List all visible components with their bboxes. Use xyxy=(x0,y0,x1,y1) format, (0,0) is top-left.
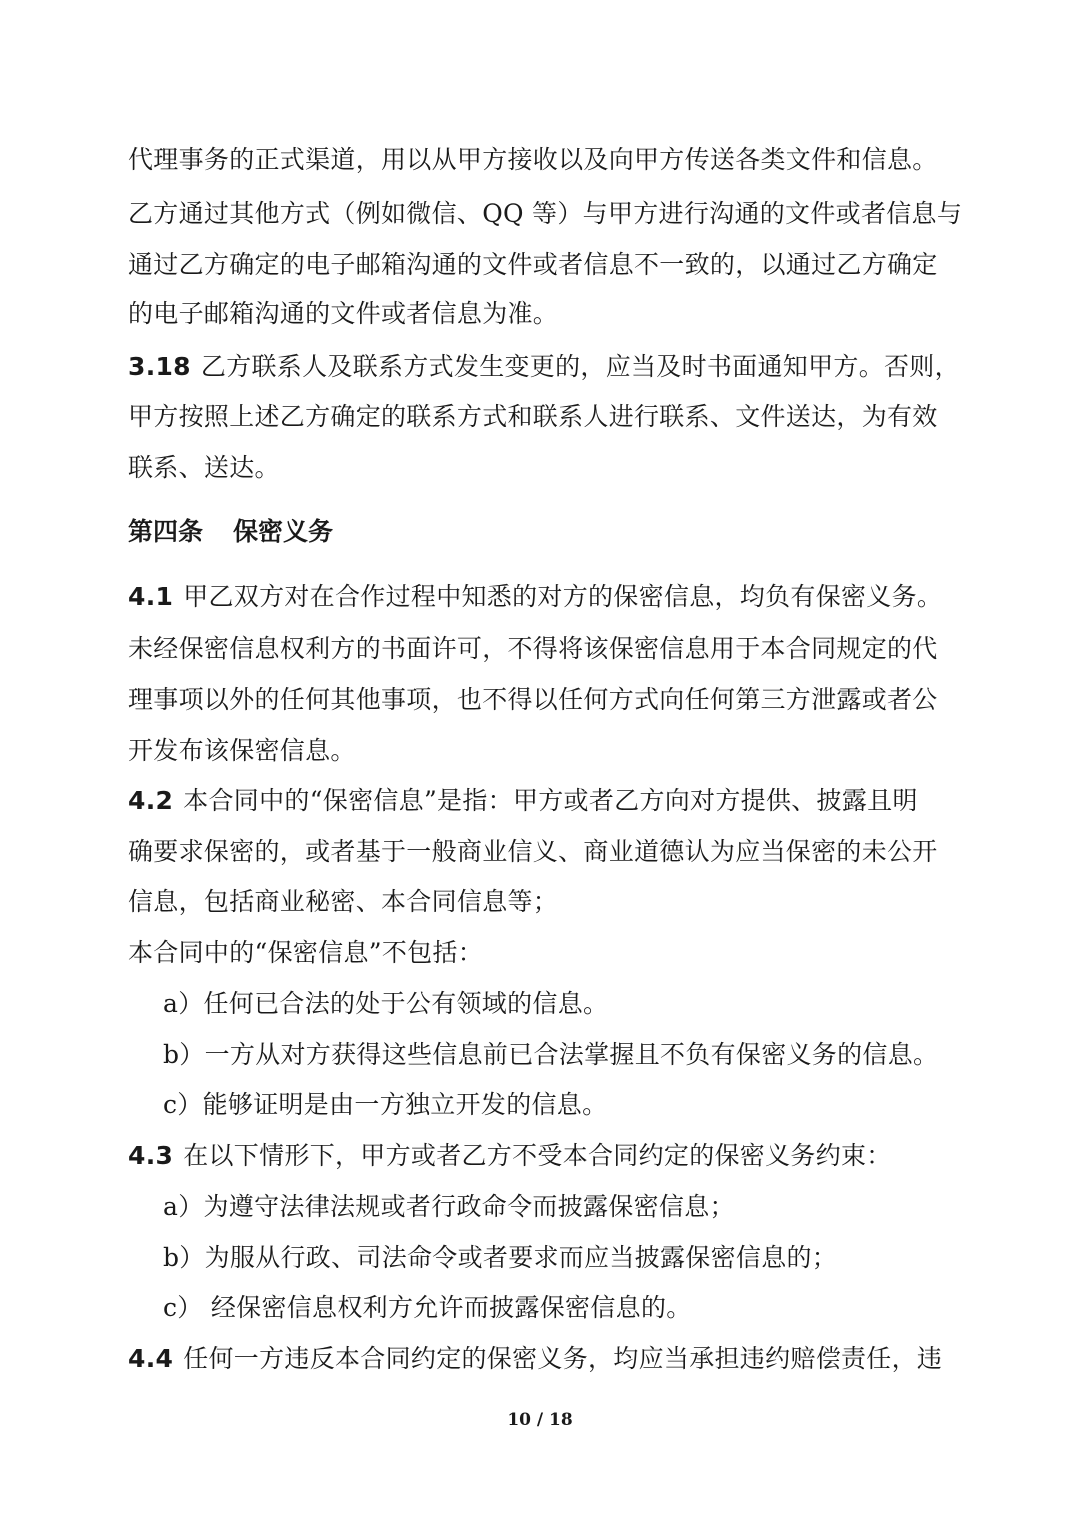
clause-number: 4.2 xyxy=(128,786,174,815)
paragraph-line xyxy=(128,297,558,331)
list-item xyxy=(163,1291,692,1325)
paragraph-line xyxy=(128,248,938,282)
clause-line xyxy=(128,784,918,818)
line-text: 联系、送达。 xyxy=(128,453,280,482)
article-number: 第四条 xyxy=(128,517,204,546)
line-text: b）为服从行政、司法命令或者要求而应当披露保密信息的； xyxy=(163,1243,838,1272)
list-item xyxy=(163,1038,938,1072)
clause-line xyxy=(128,350,960,384)
paragraph-line xyxy=(128,936,483,970)
paragraph-line xyxy=(128,683,938,717)
paragraph-line xyxy=(128,632,938,666)
line-text: 的电子邮箱沟通的文件或者信息为准。 xyxy=(128,299,559,328)
article-title: 保密义务 xyxy=(233,517,334,546)
paragraph-line xyxy=(128,451,280,485)
article-heading xyxy=(128,515,333,549)
line-text: 甲方按照上述乙方确定的联系方式和联系人进行联系、文件送达，为有效 xyxy=(128,402,938,431)
list-item xyxy=(163,1241,837,1275)
line-text: 信息，包括商业秘密、本合同信息等； xyxy=(128,887,559,916)
line-text: 乙方联系人及联系方式发生变更的，应当及时书面通知甲方。否则， xyxy=(200,352,960,381)
line-text: c）能够证明是由一方独立开发的信息。 xyxy=(163,1090,608,1119)
paragraph-line xyxy=(128,885,558,919)
line-text: 未经保密信息权利方的书面许可，不得将该保密信息用于本合同规定的代 xyxy=(128,634,938,663)
line-text: 在以下情形下，甲方或者乙方不受本合同约定的保密义务约束： xyxy=(183,1141,892,1170)
line-text: 甲乙双方对在合作过程中知悉的对方的保密信息，均负有保密义务。 xyxy=(183,582,943,611)
line-text: a）为遵守法律法规或者行政命令而披露保密信息； xyxy=(163,1192,735,1221)
page-number: 10 / 18 xyxy=(507,1410,573,1430)
line-text: 乙方通过其他方式（例如微信、QQ 等）与甲方进行沟通的文件或者信息与 xyxy=(128,199,963,228)
paragraph-line xyxy=(128,197,962,231)
line-text: c） 经保密信息权利方允许而披露保密信息的。 xyxy=(163,1293,692,1322)
line-text: b）一方从对方获得这些信息前已合法掌握且不负有保密义务的信息。 xyxy=(163,1040,939,1069)
clause-number: 4.4 xyxy=(128,1344,174,1373)
paragraph-line xyxy=(128,143,938,177)
paragraph-line xyxy=(128,835,938,869)
clause-number: 4.3 xyxy=(128,1141,174,1170)
line-text: a）任何已合法的处于公有领域的信息。 xyxy=(163,989,609,1018)
clause-line xyxy=(128,1342,942,1376)
line-text: 本合同中的“保密信息”不包括： xyxy=(128,938,484,967)
line-text: 通过乙方确定的电子邮箱沟通的文件或者信息不一致的，以通过乙方确定 xyxy=(128,250,938,279)
clause-line xyxy=(128,580,942,614)
line-text: 确要求保密的，或者基于一般商业信义、商业道德认为应当保密的未公开 xyxy=(128,837,938,866)
paragraph-line xyxy=(128,734,356,768)
clause-number: 3.18 xyxy=(128,352,191,381)
list-item xyxy=(163,1088,607,1122)
list-item xyxy=(163,1190,735,1224)
paragraph-line xyxy=(128,400,938,434)
line-text: 代理事务的正式渠道，用以从甲方接收以及向甲方传送各类文件和信息。 xyxy=(128,145,938,174)
clause-line xyxy=(128,1139,892,1173)
clause-number: 4.1 xyxy=(128,582,174,611)
line-text: 理事项以外的任何其他事项，也不得以任何方式向任何第三方泄露或者公 xyxy=(128,685,938,714)
line-text: 开发布该保密信息。 xyxy=(128,736,356,765)
line-text: 本合同中的“保密信息”是指：甲方或者乙方向对方提供、披露且明 xyxy=(183,786,918,815)
list-item xyxy=(163,987,608,1021)
line-text: 任何一方违反本合同约定的保密义务，均应当承担违约赔偿责任，违 xyxy=(183,1344,943,1373)
